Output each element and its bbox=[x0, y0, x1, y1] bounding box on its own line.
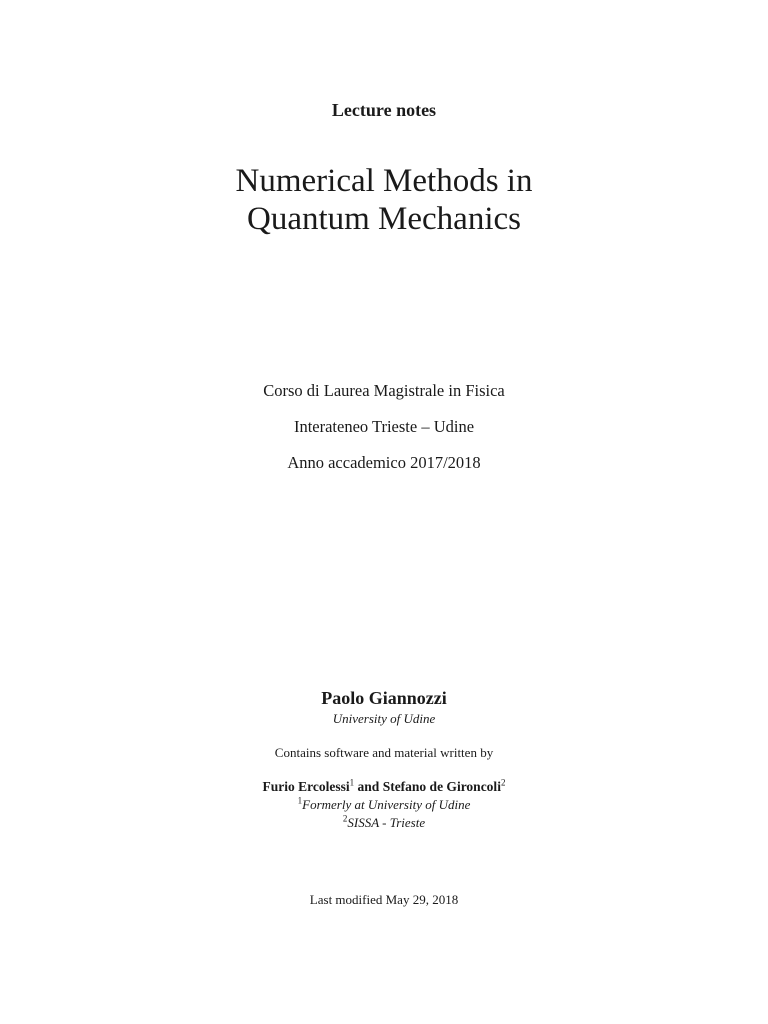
affiliation-1-mark: 1 bbox=[297, 795, 303, 806]
affiliation-1-text: Formerly at University of Udine bbox=[302, 797, 471, 812]
title-line-2: Quantum Mechanics bbox=[246, 201, 521, 237]
course-institution: Interateneo Trieste – Udine bbox=[293, 417, 475, 436]
author-name: Paolo Giannozzi bbox=[321, 688, 447, 708]
contributor-2-mark: 2 bbox=[500, 777, 506, 788]
affiliation-2-text: SISSA - Trieste bbox=[347, 815, 426, 830]
title-line-1: Numerical Methods in bbox=[235, 163, 533, 199]
contributor-1-mark: 1 bbox=[349, 777, 355, 788]
contributor-1-affiliation bbox=[0, 797, 768, 813]
contributor-2-affiliation bbox=[0, 815, 768, 831]
contributor-1-name: Furio Ercolessi bbox=[262, 779, 350, 794]
last-modified: Last modified May 29, 2018 bbox=[309, 892, 459, 907]
contributor-2-name: and Stefano de Gironcoli bbox=[354, 779, 501, 794]
contributors-line bbox=[0, 779, 768, 795]
author-affiliation: University of Udine bbox=[332, 711, 436, 726]
affiliation-2-mark: 2 bbox=[342, 813, 348, 824]
document-title bbox=[0, 162, 768, 238]
academic-year: Anno accademico 2017/2018 bbox=[287, 453, 481, 472]
course-program: Corso di Laurea Magistrale in Fisica bbox=[263, 381, 505, 400]
contributors-intro: Contains software and material written by bbox=[274, 745, 494, 760]
document-kicker: Lecture notes bbox=[331, 100, 437, 120]
